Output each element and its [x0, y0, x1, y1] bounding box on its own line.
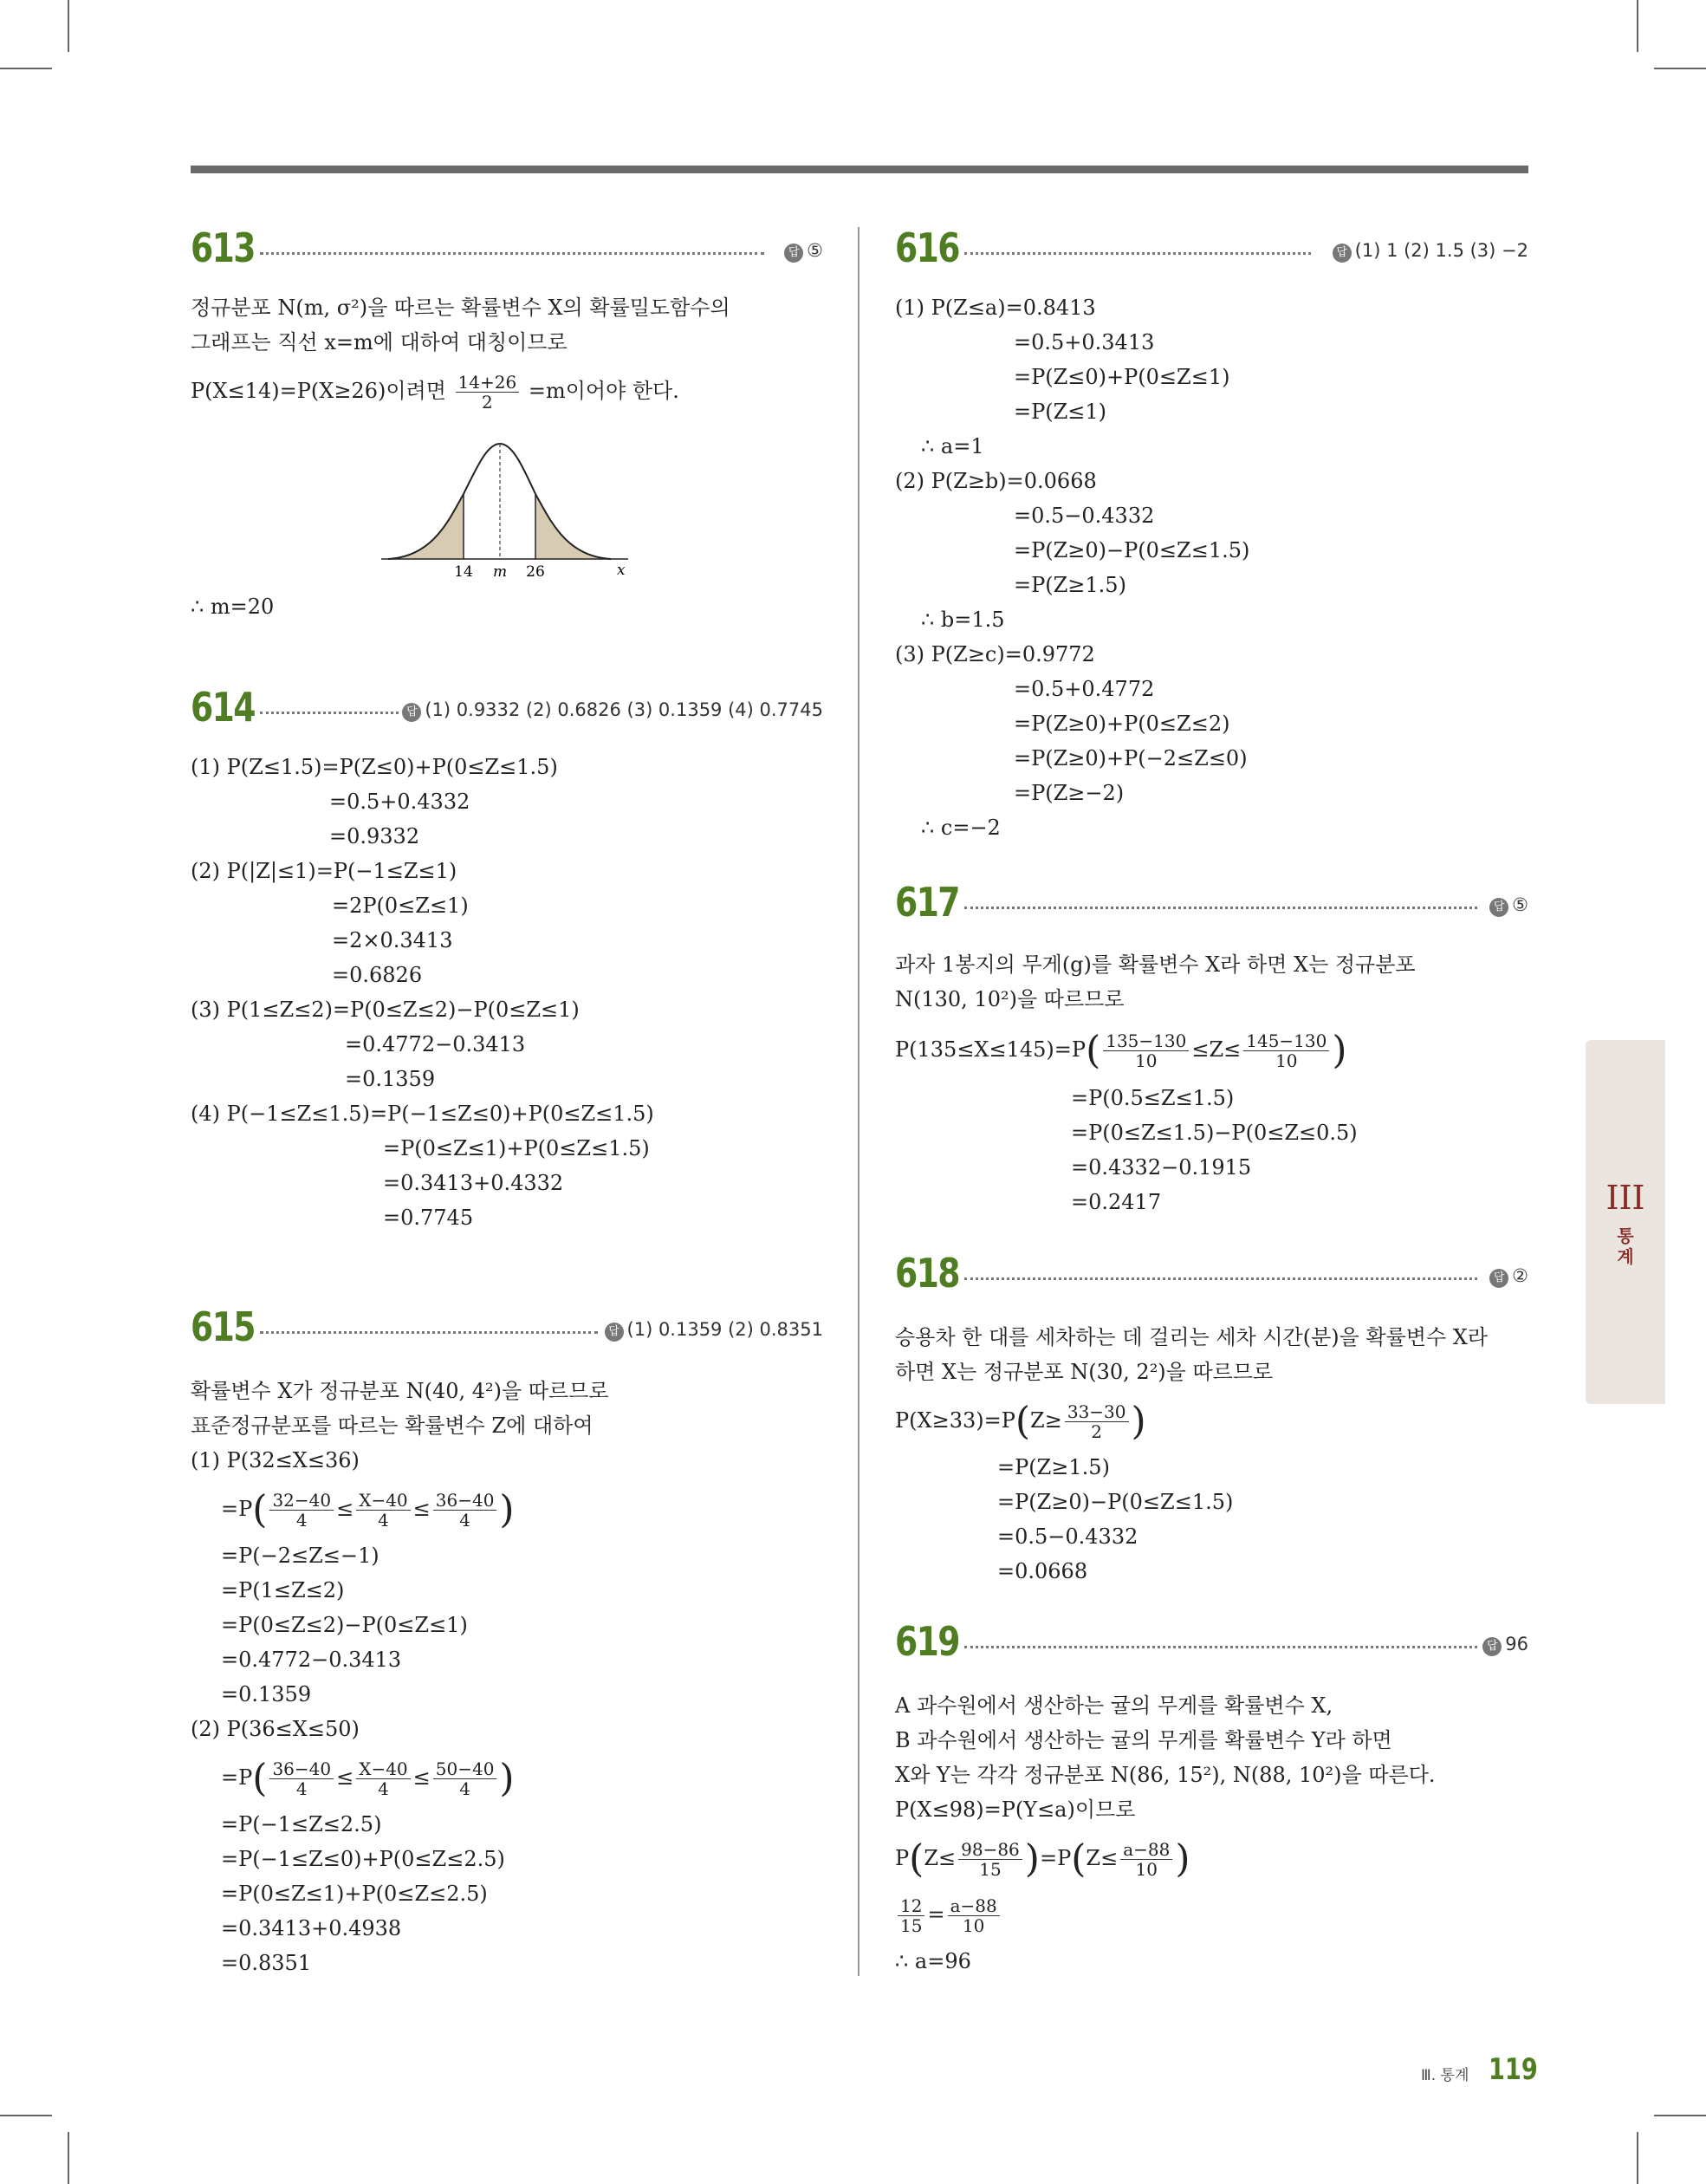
eq-line: =P(−1≤Z≤0)+P(0≤Z≤2.5)	[221, 1847, 505, 1871]
fraction: $\frac{98-86}{15}$	[958, 1840, 1022, 1879]
eq-line: =0.9332	[329, 824, 420, 848]
eq-line: =P(0≤Z≤1)+P(0≤Z≤2.5)	[221, 1882, 488, 1906]
problem-616	[895, 224, 1528, 854]
eq-line: (1) P(Z≤a)=0.8413	[895, 296, 1096, 320]
eq-line: =P(0.5≤Z≤1.5)	[1071, 1086, 1235, 1110]
crop-mark	[0, 2115, 52, 2116]
eq-line: =P(Z≥0)+P(−2≤Z≤0)	[1014, 746, 1248, 770]
eq-line: =P( $\frac{32-40}{4}$ ≤ $\frac{X-40}{4}$ ≤ $\frac{36-40}{4}$ )	[221, 1487, 515, 1532]
problem-header	[895, 1250, 1528, 1307]
eq-line: =0.4332−0.1915	[1071, 1155, 1252, 1180]
eq-line: =P(1≤Z≤2)	[221, 1578, 345, 1602]
leader-dots	[260, 1331, 598, 1334]
problem-614	[191, 684, 823, 1244]
text-line: 표준정규분포를 따르는 확률변수 Z에 대하여	[191, 1414, 594, 1438]
eq-line: P(135≤X≤145)=P( $\frac{135-130}{10}$ ≤Z≤ $\frac{145-130}{10}$ )	[895, 1028, 1347, 1073]
eq-line: ∴ a=1	[921, 434, 984, 458]
crop-mark	[1637, 2132, 1638, 2184]
problem-number: 619	[895, 1618, 959, 1665]
tick-14: 14	[454, 563, 473, 581]
eq-line: =P( $\frac{36-40}{4}$ ≤ $\frac{X-40}{4}$ ≤ $\frac{50-40}{4}$ )	[221, 1756, 515, 1801]
eq-line: (1) P(32≤X≤36)	[191, 1448, 360, 1472]
problem-619	[895, 1618, 1528, 1987]
problem-number: 613	[191, 224, 255, 271]
fraction: $\frac{36-40}{4}$	[269, 1759, 334, 1798]
answer	[1489, 1265, 1528, 1288]
text-line: A 과수원에서 생산하는 귤의 무게를 확률변수 X,	[895, 1693, 1333, 1718]
eq-line: =0.5+0.4332	[329, 790, 470, 814]
tick-m: m	[492, 563, 508, 581]
eq-line: (2) P(36≤X≤50)	[191, 1717, 360, 1741]
problem-header	[895, 224, 1528, 282]
leader-dots	[964, 1277, 1477, 1280]
eq-line: P(Z≤ $\frac{98-86}{15}$ )=P(Z≤ $\frac{a-88}{10}$ )	[895, 1836, 1190, 1882]
eq-line: =0.2417	[1071, 1190, 1162, 1214]
answer-mark-icon: 답	[1333, 244, 1352, 263]
leader-dots	[260, 712, 399, 714]
problem-615	[191, 1303, 823, 1976]
tick-26: 26	[526, 563, 545, 581]
problem-618	[895, 1250, 1528, 1602]
eq-line: ∴ c=−2	[921, 816, 1001, 840]
text-line: 과자 1봉지의 무게(g)를 확률변수 X라 하면 X는 정규분포	[895, 952, 1416, 977]
eq-line: =P(−2≤Z≤−1)	[221, 1544, 379, 1568]
eq-line: =0.6826	[332, 963, 423, 987]
eq-line: P(X≥33)=P(Z≥ $\frac{33-30}{2}$ )	[895, 1399, 1146, 1444]
eq-line: $\frac{12}{15}$ = $\frac{a-88}{10}$	[895, 1896, 1002, 1935]
normal-curve-graph	[381, 425, 641, 581]
text-line: X와 Y는 각각 정규분포 N(86, 15²), N(88, 10²)을 따른다.	[895, 1763, 1436, 1787]
answer	[784, 240, 823, 263]
fraction: $\frac{33-30}{2}$	[1065, 1402, 1129, 1441]
text-line	[191, 373, 679, 412]
text-line: P(X≤98)=P(Y≤a)이므로	[895, 1797, 1136, 1822]
eq-line: (4) P(−1≤Z≤1.5)=P(−1≤Z≤0)+P(0≤Z≤1.5)	[191, 1102, 654, 1126]
fraction: $\frac{a-88}{10}$	[948, 1896, 1000, 1935]
crop-mark	[68, 0, 69, 52]
column-divider	[858, 227, 859, 1976]
text-line: N(130, 10²)을 따르므로	[895, 987, 1125, 1011]
answer-mark-icon: 답	[784, 244, 803, 263]
eq-line: =P(Z≥0)+P(0≤Z≤2)	[1014, 712, 1230, 736]
eq-line: =0.4772−0.3413	[345, 1032, 526, 1056]
eq-line: =P(Z≥0)−P(0≤Z≤1.5)	[1014, 538, 1250, 562]
text-line: B 과수원에서 생산하는 귤의 무게를 확률변수 Y라 하면	[895, 1728, 1392, 1752]
eq-line: =0.4772−0.3413	[221, 1648, 402, 1672]
eq-line: =0.1359	[221, 1682, 312, 1706]
denominator: 2	[481, 392, 493, 413]
problem-header	[895, 1618, 1528, 1675]
eq-line: =2P(0≤Z≤1)	[332, 894, 469, 918]
eq-line: =0.3413+0.4332	[383, 1171, 564, 1195]
eq-line: (1) P(Z≤1.5)=P(Z≤0)+P(0≤Z≤1.5)	[191, 755, 558, 779]
answer-text: 96	[1505, 1634, 1528, 1654]
top-rule	[191, 166, 1528, 173]
crop-mark	[1637, 0, 1638, 52]
answer-mark-icon: 답	[1489, 898, 1508, 917]
problem-number: 616	[895, 224, 959, 271]
eq-line: =0.5−0.4332	[1014, 504, 1155, 528]
answer-text: ②	[1512, 1265, 1528, 1286]
problem-613	[191, 224, 823, 628]
fraction: $\frac{a-88}{10}$	[1120, 1840, 1172, 1879]
fraction: $\frac{X-40}{4}$	[356, 1759, 410, 1798]
fraction: $\frac{X-40}{4}$	[356, 1491, 410, 1530]
eq-line: =P(0≤Z≤1)+P(0≤Z≤1.5)	[383, 1136, 650, 1160]
eq-line: ∴ b=1.5	[921, 608, 1005, 632]
chapter-title: 통 계	[1617, 1225, 1634, 1267]
answer-text: ⑤	[1512, 894, 1528, 915]
eq-line: =P(Z≤1)	[1014, 400, 1107, 424]
eq-part: =m이어야 한다.	[528, 379, 679, 403]
answer-mark-icon: 답	[1489, 1269, 1508, 1288]
crop-mark	[1654, 2115, 1706, 2116]
answer-text: ⑤	[807, 240, 823, 261]
fraction: $\frac{32-40}{4}$	[269, 1491, 334, 1530]
text-line: 하면 X는 정규분포 N(30, 2²)을 따르므로	[895, 1360, 1274, 1384]
answer-mark-icon: 답	[402, 703, 421, 722]
problem-617	[895, 879, 1528, 1231]
answer	[402, 699, 823, 722]
answer	[1333, 240, 1528, 263]
fraction: $\frac{135-130}{10}$	[1103, 1031, 1189, 1070]
eq-line: =0.5+0.4772	[1014, 677, 1155, 701]
answer	[1482, 1634, 1528, 1656]
crop-mark	[68, 2132, 69, 2184]
eq-line: =P(0≤Z≤1.5)−P(0≤Z≤0.5)	[1071, 1121, 1358, 1145]
text-line: 그래프는 직선 x=m에 대하여 대칭이므로	[191, 330, 568, 354]
crop-mark	[0, 68, 52, 69]
footer-chapter-label: Ⅲ. 통계	[1421, 2067, 1469, 2084]
answer-mark-icon: 답	[605, 1323, 624, 1342]
chapter-number: III	[1605, 1179, 1645, 1217]
eq-line: =P(Z≥1.5)	[997, 1455, 1110, 1479]
answer	[605, 1319, 823, 1342]
text-line: 확률변수 X가 정규분포 N(40, 4²)을 따르므로	[191, 1379, 609, 1403]
eq-line: =0.5+0.3413	[1014, 330, 1155, 354]
answer-text: (1) 1 (2) 1.5 (3) −2	[1354, 240, 1528, 261]
answer	[1489, 894, 1528, 917]
eq-line: =2×0.3413	[332, 928, 453, 952]
chapter-side-tab	[1586, 1040, 1665, 1404]
fraction: $\frac{36-40}{4}$	[433, 1491, 497, 1530]
eq-line: (3) P(1≤Z≤2)=P(0≤Z≤2)−P(0≤Z≤1)	[191, 998, 580, 1022]
fraction	[456, 373, 520, 412]
eq-line: =P(0≤Z≤2)−P(0≤Z≤1)	[221, 1613, 468, 1637]
problem-number: 617	[895, 879, 959, 926]
eq-line: =P(−1≤Z≤2.5)	[221, 1812, 382, 1836]
eq-line: =P(Z≥0)−P(0≤Z≤1.5)	[997, 1490, 1234, 1514]
problem-number: 614	[191, 684, 255, 731]
eq-line: =0.8351	[221, 1951, 312, 1975]
leader-dots	[964, 252, 1311, 255]
eq-line: (2) P(Z≥b)=0.0668	[895, 469, 1097, 493]
answer-mark-icon: 답	[1482, 1637, 1502, 1656]
eq-line: =0.0668	[997, 1559, 1088, 1583]
leader-dots	[964, 907, 1477, 909]
problem-header	[191, 224, 823, 282]
eq-line: =0.1359	[345, 1067, 436, 1091]
fraction: $\frac{12}{15}$	[898, 1896, 924, 1935]
eq-line: (2) P(|Z|≤1)=P(−1≤Z≤1)	[191, 859, 457, 883]
eq-line: =0.5−0.4332	[997, 1524, 1138, 1549]
leader-dots	[260, 252, 764, 255]
problem-number: 618	[895, 1250, 959, 1297]
text-line: 승용차 한 대를 세차하는 데 걸리는 세차 시간(분)을 확률변수 X라	[895, 1325, 1489, 1349]
text-line: 정규분포 N(m, σ²)을 따르는 확률변수 X의 확률밀도함수의	[191, 296, 730, 320]
eq-line: =P(Z≤0)+P(0≤Z≤1)	[1014, 365, 1230, 389]
eq-line: (3) P(Z≥c)=0.9772	[895, 642, 1095, 666]
axis-x-label: x	[617, 562, 626, 579]
eq-line: =P(Z≥1.5)	[1014, 573, 1126, 597]
problem-header	[895, 879, 1528, 936]
answer-text: (1) 0.1359 (2) 0.8351	[626, 1319, 823, 1340]
crop-mark	[1654, 68, 1706, 69]
problem-number: 615	[191, 1303, 255, 1350]
answer-text: (1) 0.9332 (2) 0.6826 (3) 0.1359 (4) 0.7745	[425, 699, 823, 720]
problem-header	[191, 684, 823, 741]
eq-part: P(X≤14)=P(X≥26)이려면	[191, 379, 446, 403]
problem-header	[191, 1303, 823, 1361]
page-number: 119	[1489, 2052, 1538, 2087]
conclusion: ∴ m=20	[191, 595, 275, 619]
eq-line: =0.7745	[383, 1206, 474, 1230]
leader-dots	[964, 1646, 1477, 1648]
fraction: $\frac{50-40}{4}$	[433, 1759, 497, 1798]
eq-line: =0.3413+0.4938	[221, 1916, 402, 1940]
fraction: $\frac{145-130}{10}$	[1243, 1031, 1329, 1070]
conclusion: ∴ a=96	[895, 1949, 971, 1973]
eq-line: =P(Z≥−2)	[1014, 781, 1125, 805]
numerator: 14+26	[456, 373, 520, 393]
